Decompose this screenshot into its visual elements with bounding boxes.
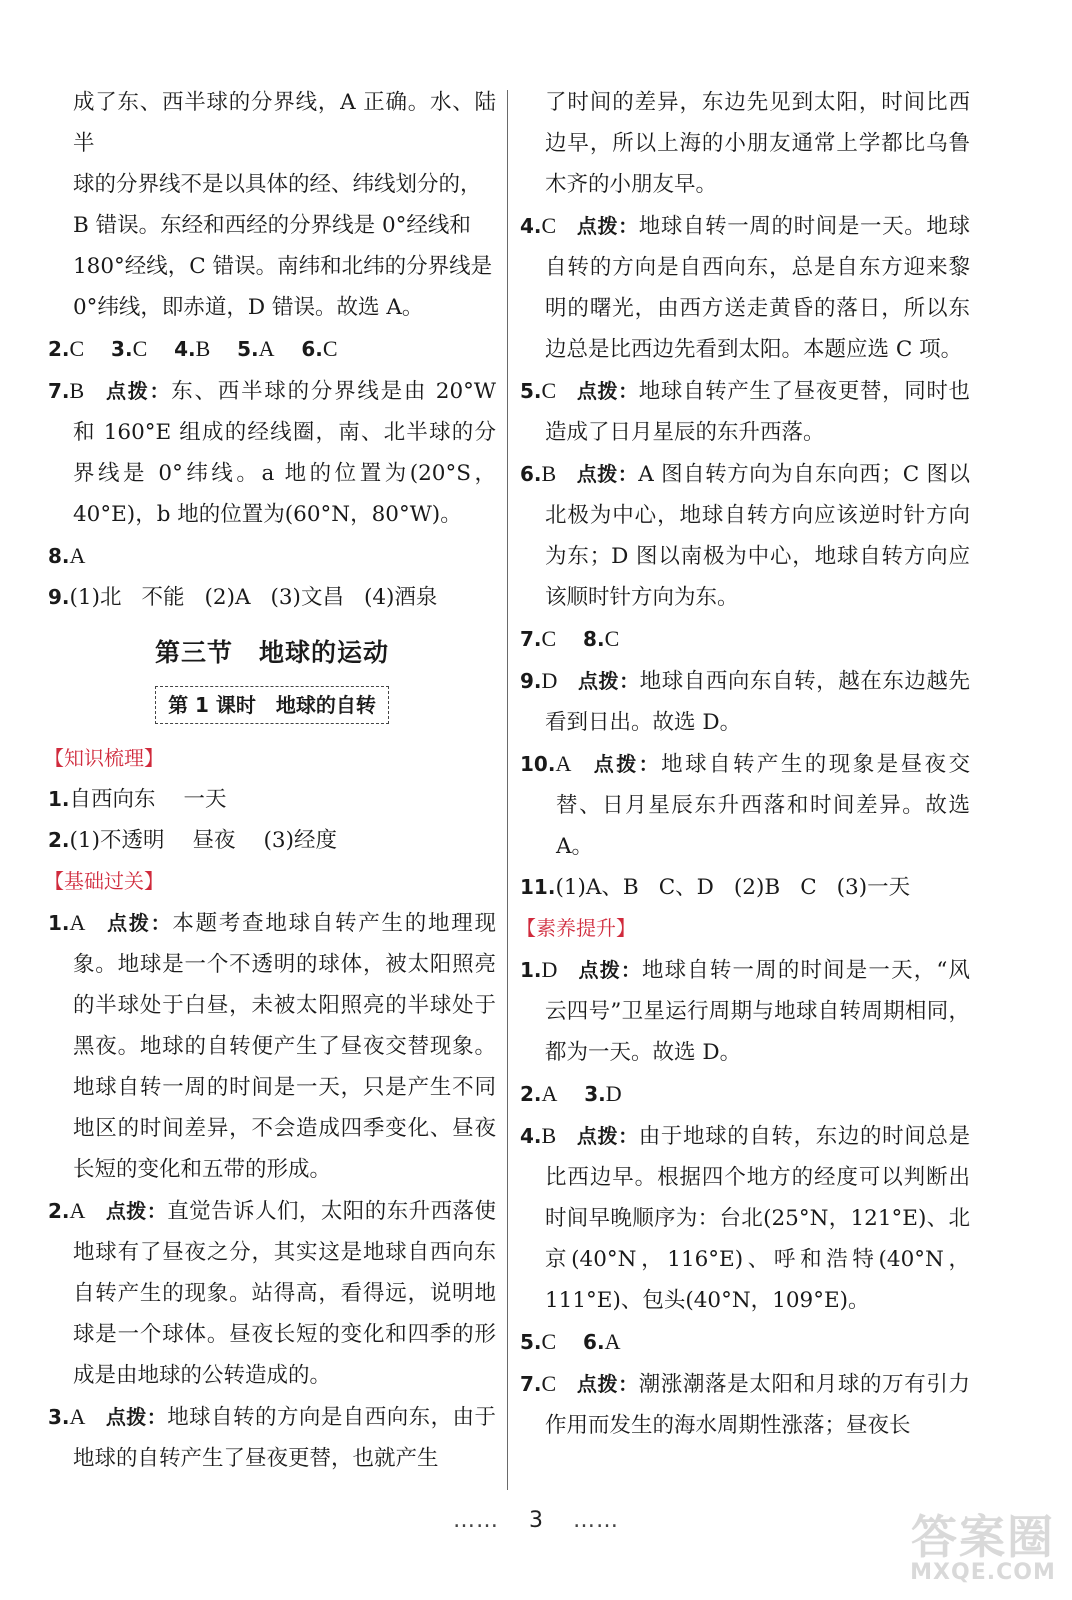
basic-1: [48, 902, 496, 1190]
question-number: 3.: [584, 1082, 606, 1106]
hint-text: 本题考查地球自转产生的地理现象。地球是一个不透明的球体，被太阳照亮的半球处于白昼，未被太阳照亮的半球处于黑夜。地球的自转便产生了昼夜交替现象。地球自转一周的时间是一天，只是产生不同地区的时间差异，不会造成四季变化、昼夜长短的变化和五带的形成。: [73, 911, 496, 1182]
answer-part: 昼夜: [192, 828, 236, 853]
answer-part: (3)经度: [263, 828, 337, 853]
section-title: 第三节 地球的运动: [154, 638, 389, 667]
hint-label: 点拨：: [104, 379, 172, 403]
question-number: 2.: [48, 828, 70, 852]
hint-text: 东、西半球的分界线是由 20°W 和 160°E 组成的经线圈，南、北半球的分界线是 0°纬线。a 地的位置为(20°S，40°E)，b 地的位置为(60°N，80°W)。: [73, 379, 496, 527]
answer-part: (1)北: [69, 585, 122, 610]
question-number: 10.: [520, 752, 556, 776]
hint-label: 点拨：: [576, 462, 639, 486]
hint-text: 地球自转一周的时间是一天。地球自转的方向是自西向东，总是自东方迎来黎明的曙光，由西方送走黄昏的落日，所以东边总是比西边先看到太阳。本题应选 C 项。: [545, 214, 970, 362]
question-number: 1.: [520, 958, 542, 982]
answer-letter: C: [541, 1371, 557, 1396]
answer-letter: C: [541, 213, 557, 238]
answers-2-6: [48, 328, 496, 370]
question-number: 7.: [48, 379, 70, 403]
question-number: 5.: [237, 337, 259, 361]
question-number: 11.: [520, 875, 556, 899]
hint-label: 点拨：: [576, 1372, 639, 1396]
intro-line: 球的分界线不是以具体的经、纬线划分的，: [73, 172, 482, 197]
watermark-text: 答案圈: [911, 1510, 1055, 1564]
footer-dots: ……: [573, 1508, 619, 1533]
answer-letter: B: [69, 378, 85, 403]
basic-10: [520, 743, 970, 867]
watermark-logo: [908, 1512, 1058, 1588]
improve-2-3: [520, 1073, 970, 1115]
answer-letter: A: [555, 751, 572, 776]
basic-3-continuation: 了时间的差异，东边先见到太阳，时间比西边早，所以上海的小朋友通常上学都比乌鲁木齐的小朋友早。: [545, 90, 970, 197]
answer-letter: A: [69, 1404, 86, 1429]
basic-2: [48, 1190, 496, 1396]
answer-part: (3)一天: [836, 875, 911, 900]
basic-6: [520, 453, 970, 618]
answer-letter: A: [69, 910, 86, 935]
improve-1: [520, 949, 970, 1073]
answer-part: (2)B: [733, 875, 781, 900]
answer-letter: C: [541, 626, 557, 651]
hint-text: 直觉告诉人们，太阳的东升西落使地球有了昼夜之分，其实这是地球自西向东自转产生的现象。站得高，看得远，说明地球是一个球体。昼夜长短的变化和四季的形成是由地球的公转造成的。: [73, 1199, 496, 1388]
hint-text: A 图自转方向为自东向西；C 图以北极为中心，地球自转方向应该逆时针方向为东；D 图以南极为中心，地球自转方向应该顺时针方向为东。: [545, 462, 971, 610]
question-number: 7.: [520, 1372, 542, 1396]
answer-letter: A: [604, 1329, 621, 1354]
intro-line: B 错误。东经和西经的分界线是 0°经线和: [73, 213, 471, 238]
hint-text: 地球自转产生的现象是昼夜交替、日月星辰东升西落和时间差异。故选 A。: [556, 752, 970, 859]
hint-label: 点拨：: [105, 1405, 168, 1429]
question-number: 5.: [520, 1330, 542, 1354]
question-number: 4.: [174, 337, 196, 361]
answer-letter: B: [541, 461, 557, 486]
improve-5-6: [520, 1321, 970, 1363]
improve-4: [520, 1115, 970, 1321]
answer-9: [48, 577, 496, 618]
lesson-title-wrap: [48, 686, 496, 724]
question-number: 8.: [48, 544, 70, 568]
tag-basic: 【基础过关】: [44, 869, 164, 893]
answer-letter: D: [605, 1081, 622, 1106]
page-number: 3: [529, 1508, 543, 1533]
answer-8: [48, 535, 496, 577]
hint-label: 点拨：: [576, 379, 639, 403]
question-number: 6.: [301, 337, 323, 361]
hint-label: 点拨：: [105, 1199, 168, 1223]
answer-7: [48, 370, 496, 535]
question-number: 9.: [48, 585, 70, 609]
intro-continuation: [48, 82, 496, 328]
right-column: [516, 82, 971, 1446]
answer-letter: C: [541, 1329, 557, 1354]
hint-text: 由于地球的自转，东边的时间总是比西边早。根据四个地方的经度可以判断出时间早晚顺序为：台北(25°N，121°E)、北京(40°N，116°E)、呼和浩特(40°N，111°E)、包头(40°N，109°E)。: [545, 1124, 970, 1313]
question-number: 2.: [520, 1082, 542, 1106]
left-column: [44, 82, 496, 1479]
answer-letter: A: [69, 1198, 86, 1223]
basic-9: [520, 660, 970, 743]
knowledge-2: [48, 820, 496, 861]
knowledge-1: [48, 779, 496, 820]
answer-part: 一天: [183, 787, 227, 812]
hint-label: 点拨：: [591, 752, 662, 776]
question-number: 6.: [583, 1330, 605, 1354]
basic-3: [48, 1396, 496, 1479]
question-number: 2.: [48, 337, 70, 361]
answer-letter: D: [541, 668, 558, 693]
question-number: 1.: [48, 911, 70, 935]
tag-improve: 【素养提升】: [516, 916, 636, 940]
basic-5: [520, 370, 970, 453]
answer-letter: B: [195, 336, 211, 361]
hint-label: 点拨：: [576, 214, 639, 238]
question-number: 9.: [520, 669, 542, 693]
answer-letter: A: [69, 543, 86, 568]
hint-text: 地球自转产生了昼夜更替，同时也造成了日月星辰的东升西落。: [545, 379, 970, 445]
footer-dots: ……: [453, 1508, 499, 1533]
answer-letter: C: [69, 336, 85, 361]
question-number: 2.: [48, 1199, 70, 1223]
basic-7-8: [520, 618, 970, 660]
hint-text: 地球自转一周的时间是一天，“风云四号”卫星运行周期与地球自转周期相同，都为一天。故选 D。: [545, 958, 970, 1065]
answer-letter: A: [258, 336, 275, 361]
improve-7: [520, 1363, 970, 1446]
intro-line: 成了东、西半球的分界线，A 正确。水、陆半: [73, 90, 496, 156]
answer-part: C: [800, 875, 817, 900]
question-number: 3.: [111, 337, 133, 361]
answer-letter: C: [322, 336, 338, 361]
hint-text: 潮涨潮落是太阳和月球的万有引力作用而发生的海水周期性涨落；昼夜长: [545, 1372, 970, 1438]
column-divider: [507, 90, 508, 1490]
question-number: 4.: [520, 1124, 542, 1148]
answer-letter: A: [541, 1081, 558, 1106]
answer-part: 自西向东: [69, 787, 156, 812]
answer-part: (2)A: [204, 585, 251, 610]
lesson-title: 第 1 课时 地球的自转: [155, 686, 389, 724]
answer-letter: C: [132, 336, 148, 361]
hint-text: 地球自转的方向是自西向东，由于地球的自转产生了昼夜更替，也就产生: [73, 1405, 496, 1471]
question-number: 4.: [520, 214, 542, 238]
question-number: 1.: [48, 787, 70, 811]
question-number: 7.: [520, 627, 542, 651]
answer-letter: C: [604, 626, 620, 651]
basic-4: [520, 205, 970, 370]
question-number: 8.: [583, 627, 605, 651]
question-number: 6.: [520, 462, 542, 486]
hint-label: 点拨：: [105, 911, 173, 935]
hint-label: 点拨：: [577, 669, 640, 693]
hint-label: 点拨：: [576, 1124, 639, 1148]
answer-part: (1)不透明: [69, 828, 165, 853]
intro-line: 0°纬线，即赤道，D 错误。故选 A。: [73, 295, 424, 320]
answer-letter: C: [541, 378, 557, 403]
watermark-url: MXQE.COM: [910, 1560, 1056, 1585]
answer-letter: B: [541, 1123, 557, 1148]
answer-part: C、D: [658, 875, 714, 900]
answer-part: (3)文昌: [270, 585, 344, 610]
tag-knowledge: 【知识梳理】: [44, 746, 164, 770]
answer-part: 不能: [141, 585, 185, 610]
answer-letter: D: [541, 957, 558, 982]
answer-part: (1)A、B: [555, 875, 639, 900]
hint-text: 地球自西向东自转，越在东边越先看到日出。故选 D。: [545, 669, 970, 735]
basic-11: [520, 867, 970, 908]
hint-label: 点拨：: [577, 958, 642, 982]
intro-line: 180°经线，C 错误。南纬和北纬的分界线是: [73, 254, 493, 279]
question-number: 5.: [520, 379, 542, 403]
answer-part: (4)酒泉: [363, 585, 438, 610]
question-number: 3.: [48, 1405, 70, 1429]
